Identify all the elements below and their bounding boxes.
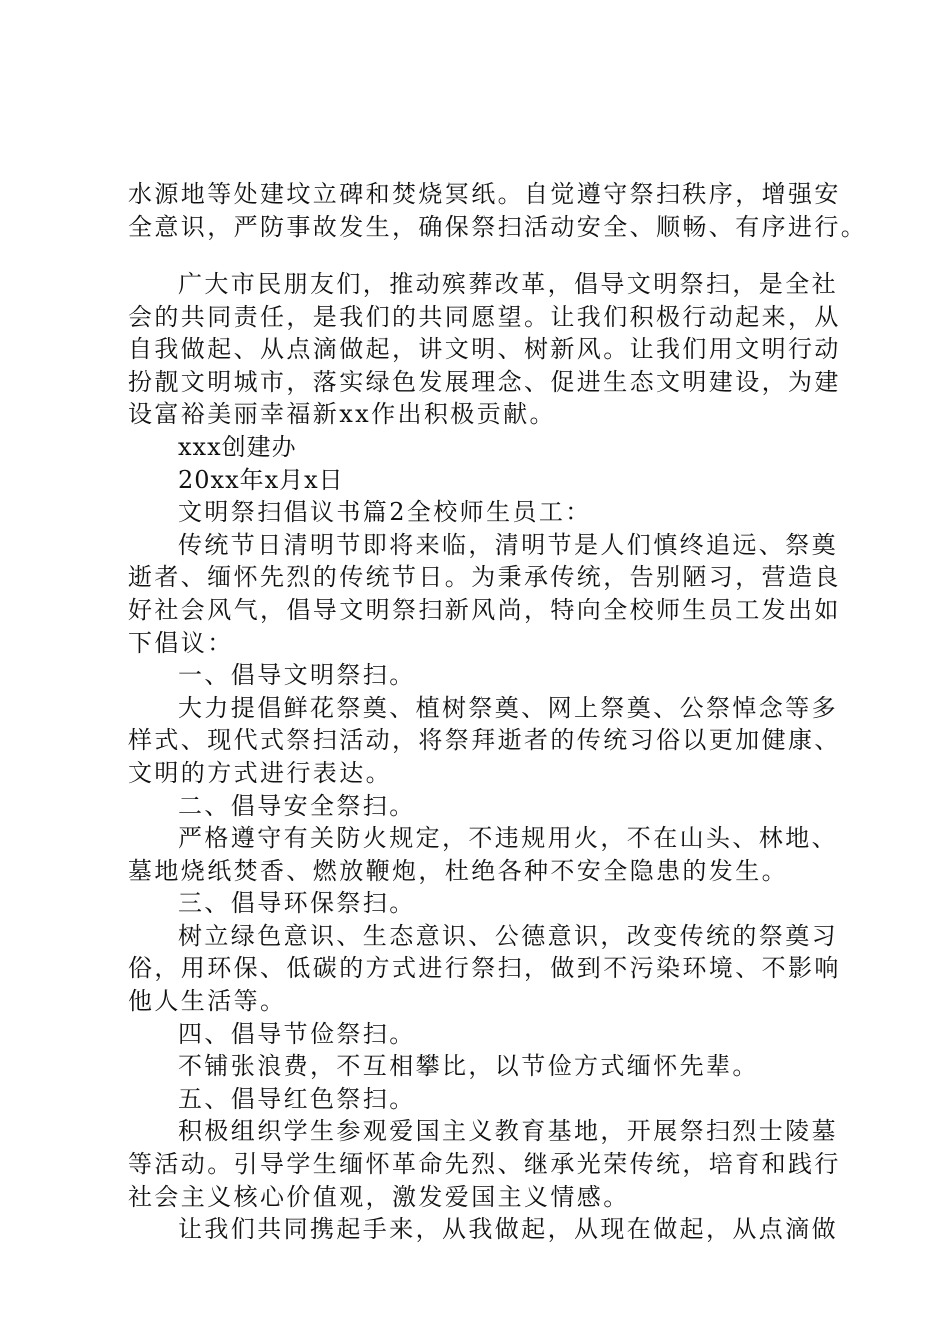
text-line: 社会主义核心价值观，激发爱国主义情感。 [128, 1182, 630, 1211]
text-line: 广大市民朋友们，推动殡葬改革，倡导文明祭扫，是全社 [178, 270, 838, 298]
text-line: 样式、现代式祭扫活动，将祭拜逝者的传统习俗以更加健康、 [128, 726, 841, 755]
paragraph-block-2 [128, 268, 848, 1246]
list-heading: 二、倡导安全祭扫。 [178, 791, 416, 820]
text-line: 严格遵守有关防火规定，不违规用火，不在山头、林地、 [178, 824, 838, 853]
text-line: 积极组织学生参观爱国主义教育基地，开展祭扫烈士陵墓 [178, 1117, 838, 1146]
text-line: 全意识，严防事故发生，确保祭扫活动安全、顺畅、有序进行。 [128, 212, 868, 241]
text-line: 会的共同责任，是我们的共同愿望。让我们积极行动起来，从 [128, 302, 841, 331]
text-line: 自我做起、从点滴做起，讲文明、树新风。让我们用文明行动 [128, 335, 841, 364]
list-heading: 一、倡导文明祭扫。 [178, 661, 416, 690]
text-line: 让我们共同携起手来，从我做起，从现在做起，从点滴做 [178, 1215, 838, 1244]
text-line: 水源地等处建坟立碑和焚烧冥纸。自觉遵守祭扫秩序，增强安 [128, 180, 841, 208]
text-line: 逝者、缅怀先烈的传统节日。为秉承传统，告别陋习，营造良 [128, 563, 841, 592]
text-line: 文明的方式进行表达。 [128, 758, 392, 787]
signature-org: xxx创建办 [178, 432, 297, 461]
text-line: 俗，用环保、低碳的方式进行祭扫，做到不污染环境、不影响 [128, 954, 841, 983]
text-line: 好社会风气，倡导文明祭扫新风尚，特向全校师生员工发出如 [128, 595, 841, 624]
section-heading: 文明祭扫倡议书篇2全校师生员工： [178, 498, 592, 527]
text-line: 扮靓文明城市，落实绿色发展理念、促进生态文明建设，为建 [128, 367, 841, 396]
text-line: 等活动。引导学生缅怀革命先烈、继承光荣传统，培育和践行 [128, 1150, 841, 1179]
signature-date: 20xx年x月x日 [178, 465, 344, 494]
text-line: 不铺张浪费，不互相攀比，以节俭方式缅怀先辈。 [178, 1052, 759, 1081]
list-heading: 四、倡导节俭祭扫。 [178, 1019, 416, 1048]
text-line: 墓地烧纸焚香、燃放鞭炮，杜绝各种不安全隐患的发生。 [128, 856, 788, 885]
text-line: 大力提倡鲜花祭奠、植树祭奠、网上祭奠、公祭悼念等多 [178, 693, 838, 722]
text-line: 设富裕美丽幸福新xx作出积极贡献。 [128, 400, 556, 429]
list-heading: 五、倡导红色祭扫。 [178, 1084, 416, 1113]
text-line: 传统节日清明节即将来临，清明节是人们慎终追远、祭奠 [178, 530, 838, 559]
text-line: 树立绿色意识、生态意识、公德意识，改变传统的祭奠习 [178, 921, 838, 950]
list-heading: 三、倡导环保祭扫。 [178, 889, 416, 918]
paragraph-block-1 [128, 178, 868, 243]
text-line: 他人生活等。 [128, 987, 287, 1016]
text-line: 下倡议： [128, 628, 234, 657]
